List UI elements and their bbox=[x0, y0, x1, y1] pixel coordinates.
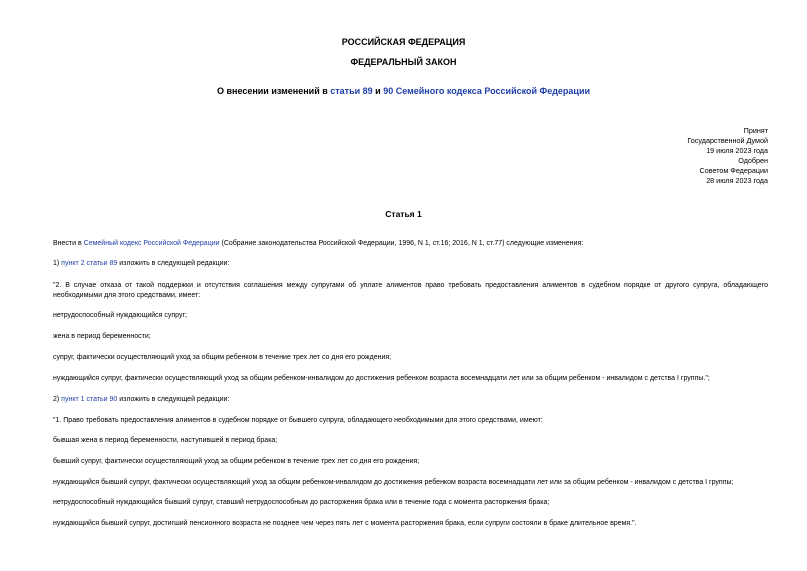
family-code-link[interactable]: Семейный кодекс Российской Федерации bbox=[83, 240, 220, 247]
item-2-suffix: изложить в следующей редакции: bbox=[117, 396, 230, 403]
article-89-link[interactable]: статьи 89 bbox=[330, 86, 373, 96]
paragraph-child-care: супруг, фактически осуществляющий уход за общим ребенком в течение трех лет со дня его рождения; bbox=[53, 354, 392, 361]
country-heading: РОССИЙСКАЯ ФЕДЕРАЦИЯ bbox=[341, 37, 466, 47]
paragraph-pregnant-wife: жена в период беременности; bbox=[53, 333, 151, 340]
law-title bbox=[0, 86, 807, 97]
item-2-prefix: 2) bbox=[53, 396, 62, 403]
paragraph-former-disabled: нетрудоспособный нуждающийся бывший супруг, ставший нетрудоспособным до расторжения брака или в течение года с момента расторжения брака; bbox=[53, 499, 550, 506]
paragraph-former-wife: бывшая жена в период беременности, наступившей в период брака; bbox=[53, 437, 278, 444]
clause-1-article-90-link[interactable]: пункт 1 статьи 90 bbox=[61, 396, 118, 403]
article-90-link[interactable]: 90 Семейного кодекса Российской Федерации bbox=[383, 86, 591, 96]
accepted-by: Государственной Думой bbox=[687, 136, 768, 145]
paragraph-clause-2: "2. В случае отказа от такой поддержки и отсутствия соглашения между супругами об уплате алиментов право требовать предоставления алиментов в судебном порядке от другого супруга, обладающего необходимыми для этого средствами, имеет: bbox=[53, 282, 768, 299]
law-title-mid: и bbox=[372, 86, 384, 96]
paragraph-former-disabled-child: нуждающийся бывший супруг, фактически осуществляющий уход за общим ребенком-инвалидом до достижения ребенком возраста восемнадцати лет или за общим ребенком - инвалидом с детства I группы; bbox=[53, 479, 734, 486]
law-type-heading: ФЕДЕРАЛЬНЫЙ ЗАКОН bbox=[350, 57, 457, 67]
clause-2-article-89-link[interactable]: пункт 2 статьи 89 bbox=[61, 260, 118, 267]
accepted-date: 19 июля 2023 года bbox=[706, 146, 768, 155]
paragraph-intro bbox=[53, 239, 768, 249]
acceptance-block bbox=[687, 126, 768, 186]
paragraph-disabled-child: нуждающийся супруг, фактически осуществляющий уход за общим ребенком-инвалидом до достижения ребенком возраста восемнадцати лет или за общим ребенком - инвалидом с детства I группы."; bbox=[53, 375, 710, 382]
article-title: Статья 1 bbox=[385, 209, 422, 219]
paragraph-clause-1: "1. Право требовать предоставления алиментов в судебном порядке от бывшего супруга, обладающего необходимыми для этого средствами, имеют: bbox=[53, 417, 543, 424]
paragraph-item-1 bbox=[53, 259, 768, 269]
item-1-suffix: изложить в следующей редакции: bbox=[117, 260, 230, 267]
intro-suffix: (Собрание законодательства Российской Федерации, 1996, N 1, ст.16; 2016, N 1, ст.77) следующие изменения: bbox=[219, 240, 584, 247]
intro-prefix: Внести в bbox=[53, 240, 84, 247]
approved-label: Одобрен bbox=[738, 156, 768, 165]
paragraph-former-child-care: бывший супруг, фактически осуществляющий уход за общим ребенком в течение трех лет со дня его рождения; bbox=[53, 458, 420, 465]
accepted-label: Принят bbox=[743, 126, 768, 135]
approved-by: Советом Федерации bbox=[699, 166, 768, 175]
item-1-prefix: 1) bbox=[53, 260, 62, 267]
paragraph-disabled-spouse: нетрудоспособный нуждающийся супруг; bbox=[53, 312, 187, 319]
paragraph-item-2 bbox=[53, 395, 768, 405]
approved-date: 28 июля 2023 года bbox=[706, 176, 768, 185]
paragraph-pension-age: нуждающийся бывший супруг, достигший пенсионного возраста не позднее чем через пять лет с момента расторжения брака, если супруги состояли в браке длительное время.". bbox=[53, 520, 637, 527]
law-title-prefix: О внесении изменений в bbox=[216, 86, 331, 96]
